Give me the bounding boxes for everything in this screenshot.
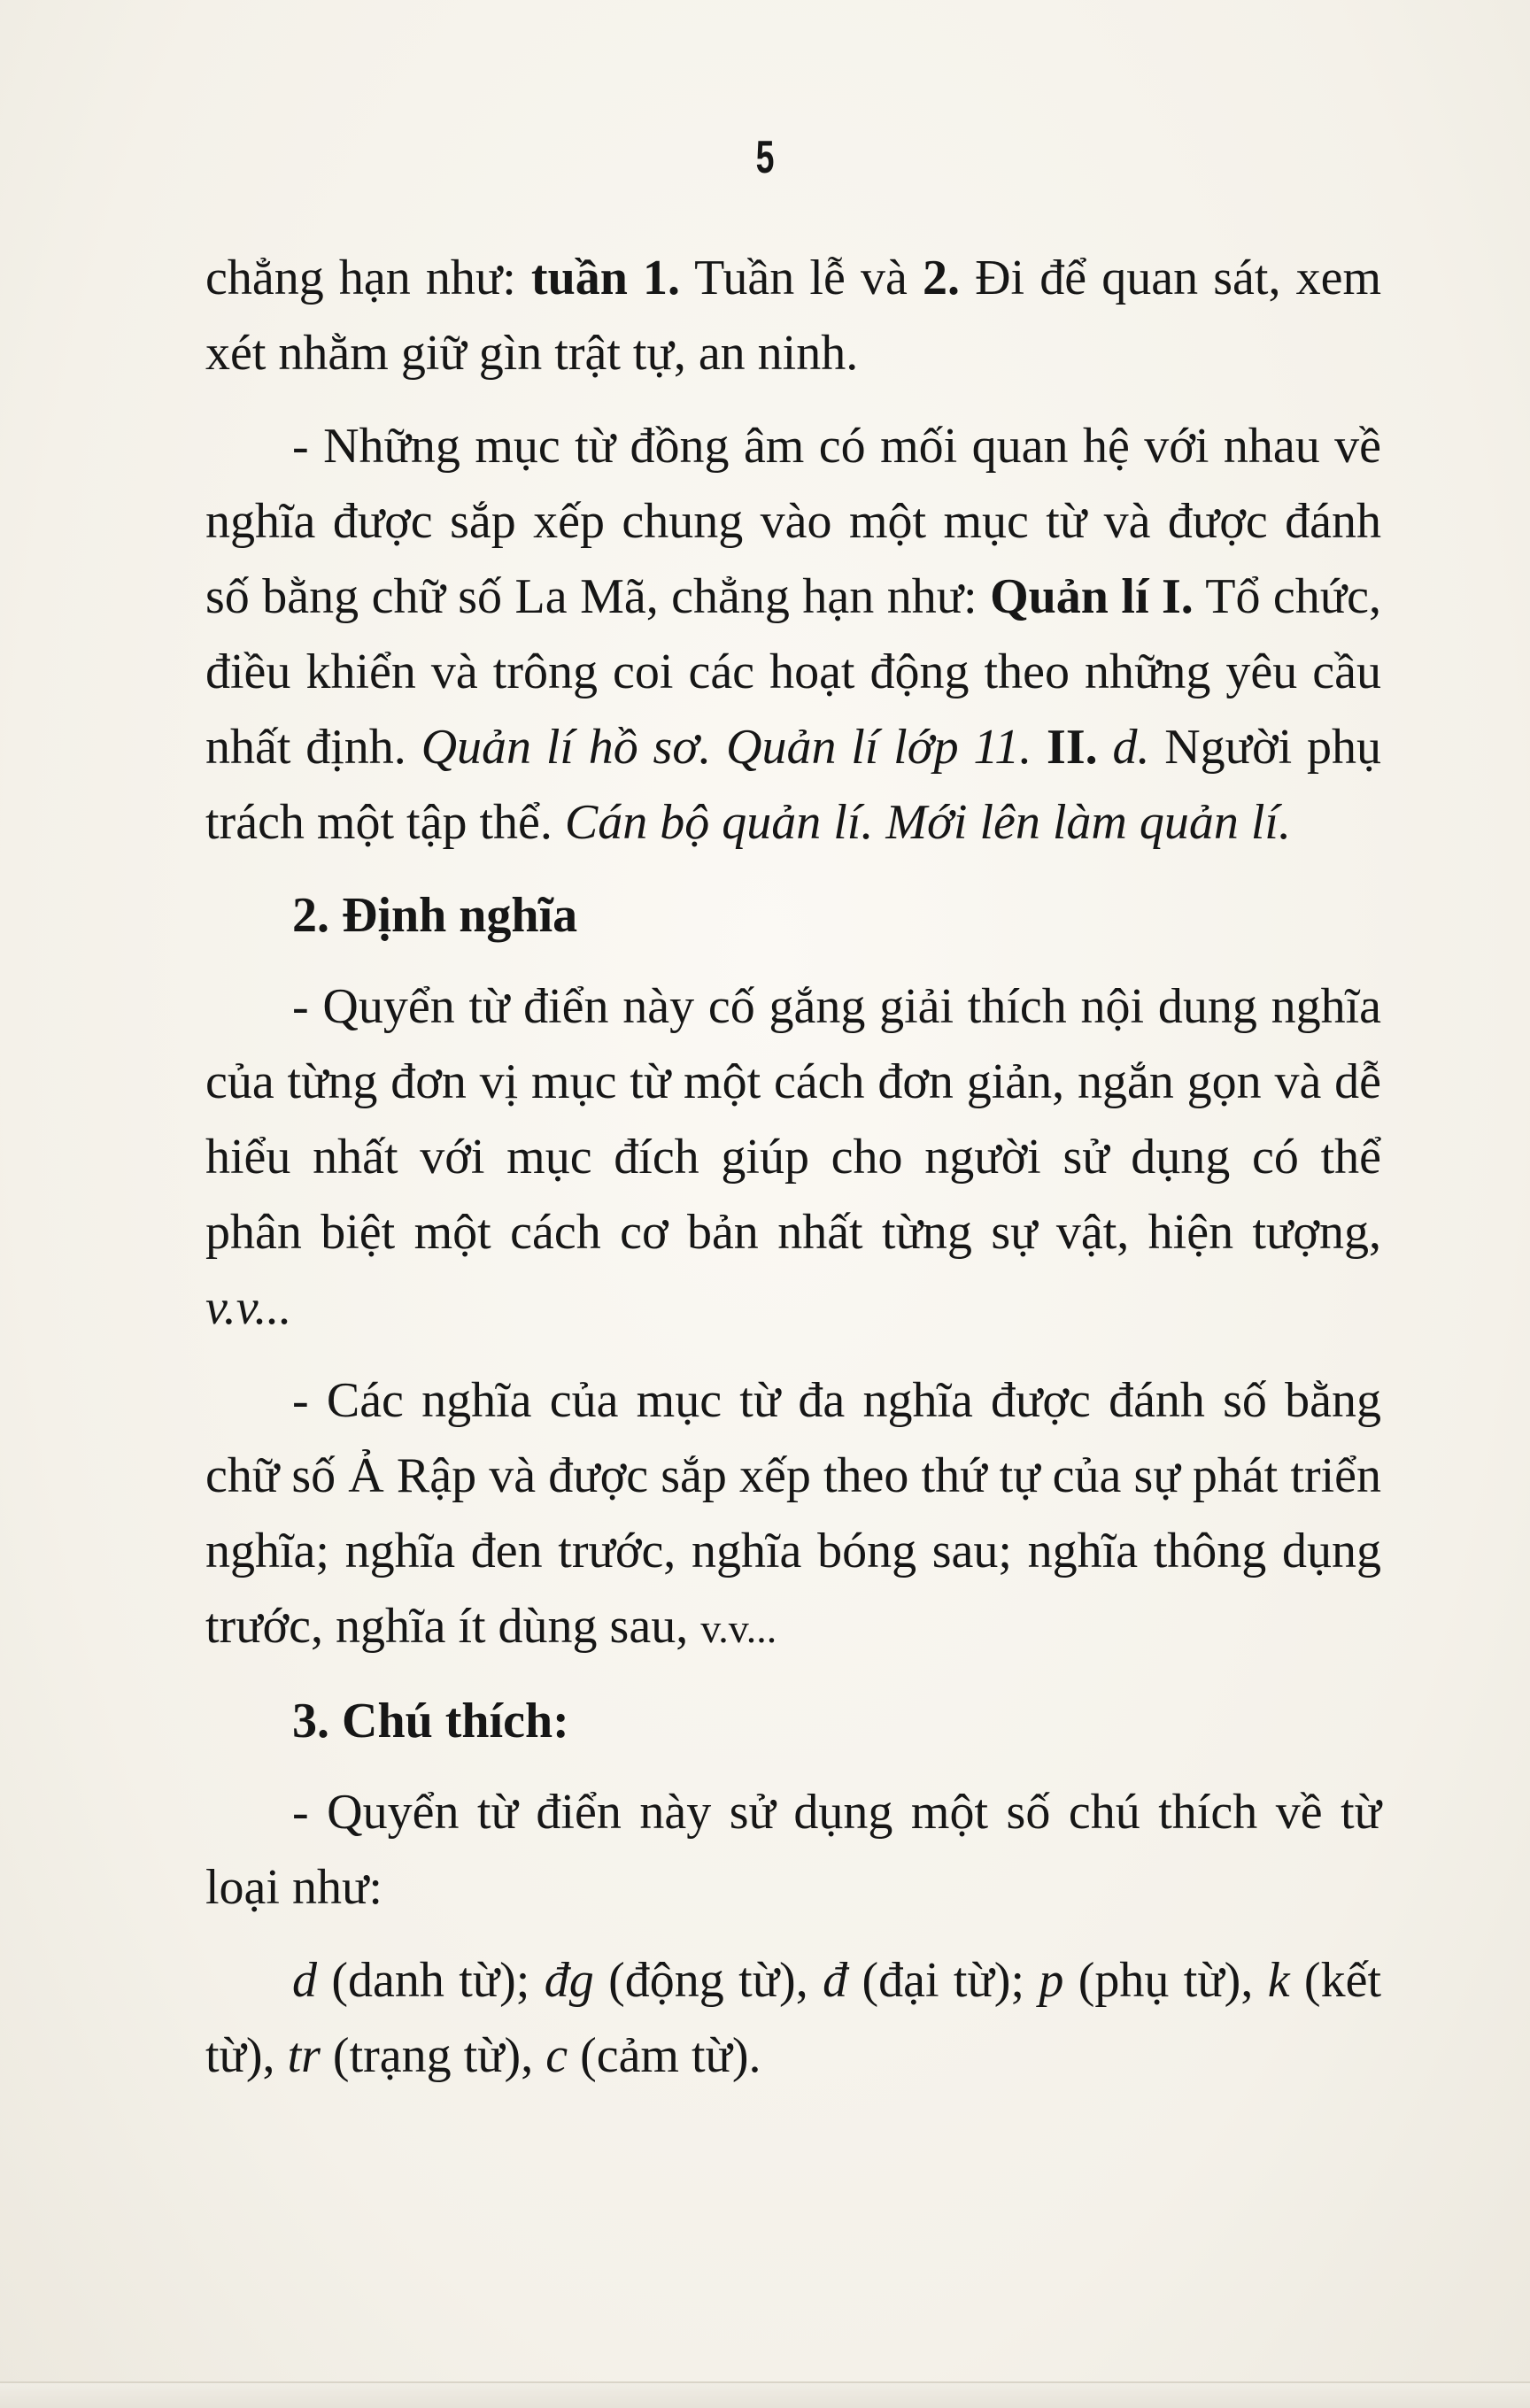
text-run: (động từ), — [593, 1953, 823, 2008]
headword-tuan-sense-1: tuần 1. — [530, 251, 681, 305]
text-run: chẳng hạn như: — [205, 251, 531, 305]
page-number: 5 — [755, 132, 775, 183]
section-heading-dinh-nghia: 2. Định nghĩa — [292, 888, 578, 943]
word-class-abbr: d. — [1112, 720, 1150, 775]
page-content — [205, 241, 1381, 2111]
word-class-abbr: k — [1267, 1953, 1290, 2008]
text-run: - Quyển từ điển này cố gắng giải thích nội dung nghĩa của từng đơn vị mục từ một cách đơn giản, ngắn gọn và dễ hiểu nhất với mục đích giúp cho người sử dụng có thể phân biệt một cách cơ bản nhất từng sự vật, hiện tượng, — [205, 979, 1381, 1260]
word-class-abbr: tr — [287, 2028, 321, 2083]
paragraph-polysemy — [205, 1363, 1381, 1666]
abbreviation: v.v... — [205, 1280, 292, 1335]
paragraph-homonyms — [205, 409, 1381, 861]
text-run: Tuần lễ và — [680, 251, 923, 305]
text-run: (đại từ); — [847, 1953, 1039, 2008]
word-class-abbr: c — [545, 2028, 568, 2083]
paragraph-continuation — [205, 241, 1381, 391]
headword-quan-li: Quản lí I. — [990, 569, 1194, 624]
text-run: Người phụ trách một tập thể. — [205, 720, 1381, 850]
roman-numeral-ii: II. — [1047, 720, 1098, 775]
example-text: Cán bộ quản lí. Mới lên làm quản lí. — [564, 795, 1291, 850]
text-run: - Những mục từ đồng âm có mối quan hệ với nhau về nghĩa được sắp xếp chung vào một mục từ và được đánh số bằng chữ số La Mã, chẳng hạn như: — [205, 419, 1381, 624]
example-text: Quản lí hồ sơ. Quản lí lớp 11. — [421, 720, 1032, 775]
section-heading-chu-thich: 3. Chú thích: — [292, 1694, 569, 1748]
word-class-abbr: đ — [823, 1953, 848, 2008]
paragraph-word-classes — [205, 1943, 1381, 2094]
page-bottom-edge — [0, 2381, 1530, 2408]
sense-number-2: 2. — [922, 251, 960, 305]
text-run: Tổ chức, điều khiển và trông coi các hoạt động theo những yêu cầu nhất định. — [205, 569, 1381, 775]
text-run: (cảm từ). — [568, 2028, 761, 2083]
word-class-abbr: đg — [544, 1953, 594, 2008]
word-class-abbr: d — [292, 1953, 317, 2008]
abbreviation: v.v... — [700, 1606, 777, 1651]
word-class-abbr: p — [1039, 1953, 1064, 2008]
text-run: Đi để quan sát, xem xét nhằm giữ gìn trật tự, an ninh. — [205, 251, 1382, 381]
paragraph-annotations: - Quyển từ điển này sử dụng một số chú thích về từ loại như: — [205, 1785, 1381, 1915]
text-run: - Các nghĩa của mục từ đa nghĩa được đánh số bằng chữ số Ả Rập và được sắp xếp theo thứ tự của sự phát triển nghĩa; nghĩa đen trước, nghĩa bóng sau; nghĩa thông dụng trước, nghĩa ít dùng sau, — [205, 1373, 1381, 1654]
text-run — [1032, 720, 1047, 775]
text-run: (kết từ), — [205, 1953, 1381, 2083]
text-run: (phụ từ), — [1063, 1953, 1268, 2008]
text-run — [1098, 720, 1113, 775]
text-run: (danh từ); — [317, 1953, 545, 2008]
paragraph-definition — [205, 969, 1381, 1346]
text-run: (trạng từ), — [320, 2028, 546, 2083]
